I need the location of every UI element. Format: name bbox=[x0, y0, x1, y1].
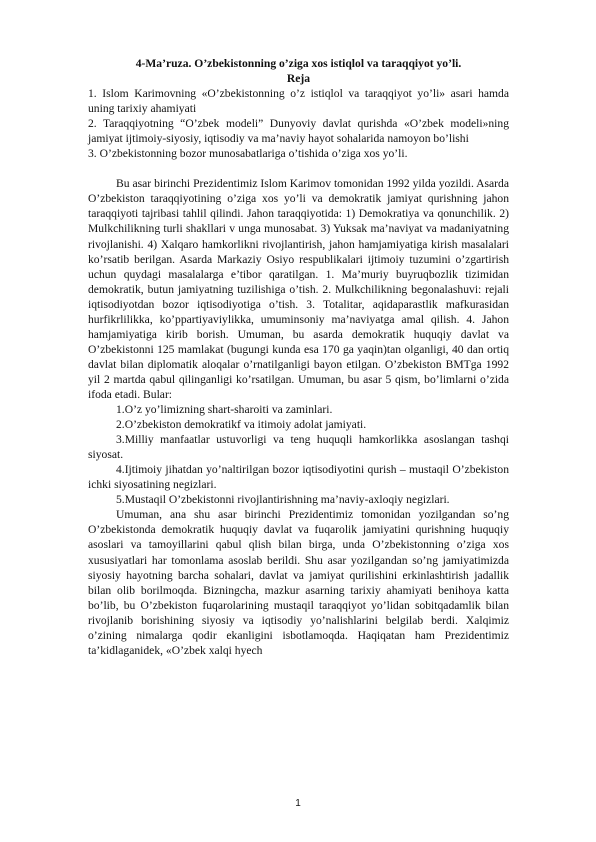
body-paragraph-intro: Bu asar birinchi Prezidentimiz Islom Karimov tomonidan 1992 yilda yozildi. Asarda O’zbekiston taraqqiyotining o’ziga xos yo’li va demokratik jamiyat qurishning jahon taraqqiyoti tajribasi tahlil qilindi. Jahon taraqqiyotida: 1) Demokratiya va qonunchilik. 2) Mulkchilikning turli shakllari v unga munosabat. 3) Yuksak ma’naviyat va madaniyatning rivojlanishi. 4) Xalqaro hamkorlikni rivojlantirish, jahon hamjamiyatiga kirish masalalari ko’rsatib berilgan. Asarda Markaziy Osiyo respublikalari ijtimoiy tuzumini o’zgartirish uchun quydagi masalalarga e’tibor qaratilgan. 1. Ma’muriy buyruqbozlik tizimidan demokratik, butun jamiyatning tuzilishiga o’tish. 2. Mulkchilikning begonalashuvi: rejali iqtisodiyotdan bozor iqtisodiyotiga o’tish. 3. Totalitar, aqidaparastlik mafkurasidan hurfikrlilikka, ko’ppartiyaviylikka, umuminsoniy ma’naviyatga amal qilish. 4. Jahon hamjamiyatiga kirib borish. Umuman, bu asarda demokratik huquqiy davlat va O’zbekistonni 125 mamlakat (bugungi kunda esa 170 ga yaqin)tan olganligi, 40 dan ortiq davlat bilan diplomatik aloqalar o’rnatilganligi bayon etilgan. O’zbekiston BMTga 1992 yil 2 martda qabul qilinganligi ko’rsatilgan. Umuman, bu asar 5 qism, bo’limlarni o’zida ifoda etadi. Bular: bbox=[88, 177, 509, 401]
document-body bbox=[88, 56, 509, 658]
plan-item-3: 3. O’zbekistonning bozor munosabatlariga o’tishida o’ziga xos yo’li. bbox=[88, 147, 408, 161]
section-list-item-1: 1.O’z yo’limizning shart-sharoiti va zaminlari. bbox=[116, 403, 333, 417]
plan-item-1: 1. Islom Karimovning «O’zbekistonning o’z istiqlol va taraqqiyot yo’li» asari hamda uning tarixiy ahamiyati bbox=[88, 87, 509, 116]
lecture-title: 4-Ma’ruza. O’zbekistonning o’ziga xos istiqlol va taraqqiyot yo’li. bbox=[135, 57, 462, 70]
plan-item-2: 2. Taraqqiyotning “O’zbek modeli” Dunyoviy davlat qurishda «O’zbek modeli»ning jamiyat ijtimoiy-siyosiy, iqtisodiy va ma’naviy hayot sohalarida namoyon bo’lishi bbox=[88, 117, 509, 146]
section-list-item-3: 3.Milliy manfaatlar ustuvorligi va teng huquqli hamkorlikka asoslangan tashqi siyosat. bbox=[88, 433, 509, 462]
section-list-item-2: 2.O’zbekiston demokratikf va itimoiy adolat jamiyati. bbox=[116, 418, 367, 432]
body-paragraph-conclusion: Umuman, ana shu asar birinchi Prezidentimiz tomonidan yozilgandan so’ng O’zbekistonda demokratik huquqiy davlat va fuqarolik jamiyatini qurishning huquqiy asoslari va tamoyillarini qabul qlish bilan birga, unda O’zbekistonning o’ziga xos xususiyatlari har tomonlama asoslab berildi. Shu asar yozilgandan so’ng jamiyatimizda siyosiy hayotning barcha sohalari, davlat va jamiyat qurilishini erkinlashtirish jadallik bilan olib borilmoqda. Bizningcha, mazkur asarning tarixiy ahamiyati benihoya katta bo’lib, bu O’zbekiston fuqarolarining mustaqil taraqqiyot yo’lidan sobitqadamlik bilan rivojlanib borishining siyosiy va iqtisodiy yo’nalishlarini belgilab berdi. Xalqimiz o’zining nimalarga qodir ekanligini isbotlamoqda. Haqiqatan ham Prezidentimiz ta’kidlaganidek, «O’zbek xalqi hyech bbox=[88, 508, 509, 657]
plan-heading: Reja bbox=[286, 72, 311, 86]
section-list-item-4: 4.Ijtimoiy jihatdan yo’naltirilgan bozor iqtisodiyotini qurish – mustaqil O’zbekiston ichki siyosatining negizlari. bbox=[88, 463, 509, 492]
page-number: 1 bbox=[295, 798, 301, 809]
spacer bbox=[88, 161, 509, 176]
section-list-item-5: 5.Mustaqil O’zbekistonni rivojlantirishning ma’naviy-axloqiy negizlari. bbox=[116, 493, 450, 507]
